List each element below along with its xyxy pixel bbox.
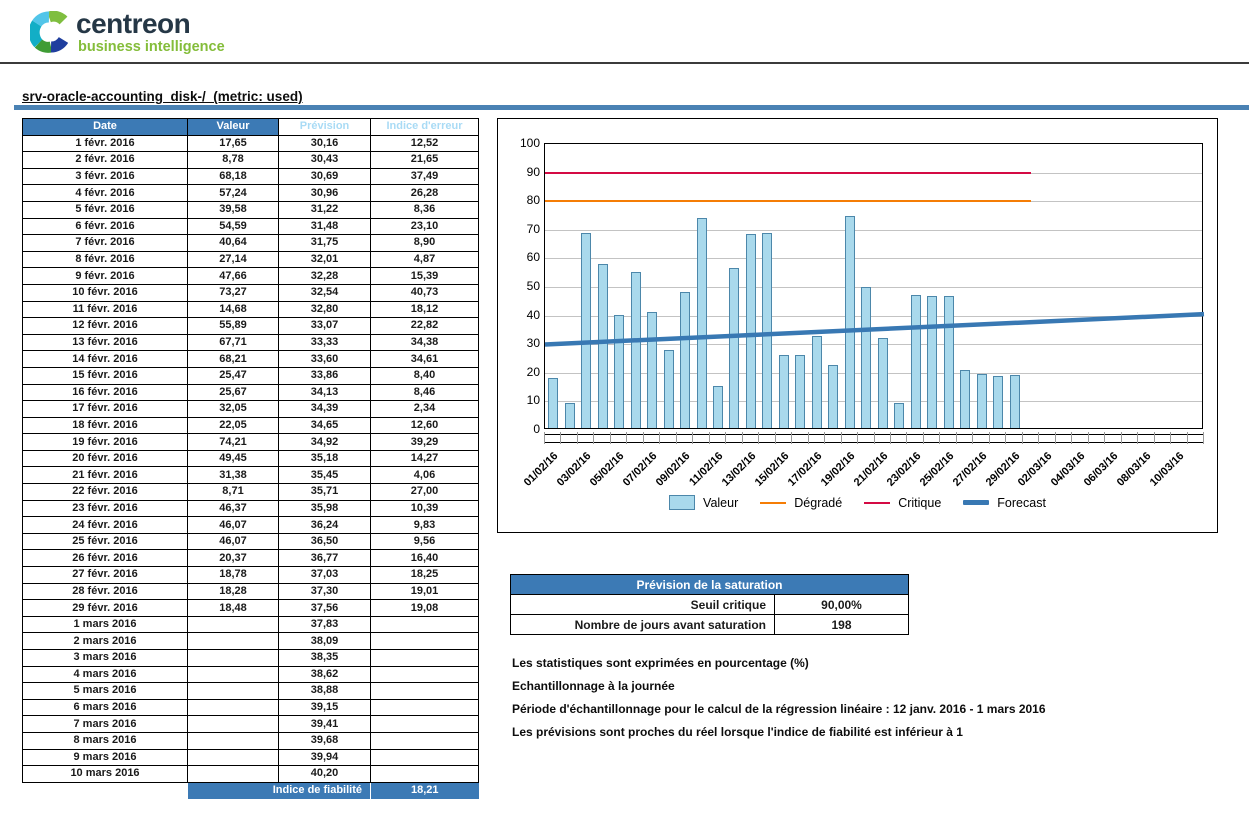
day-tick xyxy=(972,432,973,444)
y-tick-label: 90 xyxy=(526,164,540,179)
table-row: 19 févr. 2016 74,21 34,92 39,29 xyxy=(23,434,479,451)
x-tick-label: 05/02/16 xyxy=(587,450,627,489)
day-tick xyxy=(824,432,825,444)
table-row: 9 mars 2016 39,94 xyxy=(23,749,479,766)
y-tick-label: 10 xyxy=(526,393,540,408)
day-tick xyxy=(956,432,957,444)
table-row: 25 févr. 2016 46,07 36,50 9,56 xyxy=(23,533,479,550)
centreon-logo-icon xyxy=(30,11,68,53)
legend-label-valeur: Valeur xyxy=(703,495,739,510)
saturation-header-row xyxy=(511,575,909,595)
day-tick xyxy=(1187,432,1188,444)
day-tick xyxy=(1038,432,1039,444)
y-tick-label: 80 xyxy=(526,193,540,208)
table-row: 6 mars 2016 39,15 xyxy=(23,699,479,716)
day-tick xyxy=(758,432,759,444)
day-tick xyxy=(1170,432,1171,444)
table-row: 12 févr. 2016 55,89 33,07 22,82 xyxy=(23,318,479,335)
jours-saturation-label: Nombre de jours avant saturation xyxy=(511,615,775,635)
header-divider xyxy=(0,62,1249,64)
table-row: 5 mars 2016 38,88 xyxy=(23,683,479,700)
page-title: srv-oracle-accounting disk-/ (metric: used) xyxy=(22,89,303,104)
day-tick xyxy=(1203,432,1204,444)
x-tick-label: 07/02/16 xyxy=(620,450,660,489)
day-tick xyxy=(1055,432,1056,444)
table-row xyxy=(511,615,909,635)
valeur-swatch-icon xyxy=(669,495,695,510)
seuil-critique-label: Seuil critique xyxy=(511,595,775,615)
day-tick xyxy=(890,432,891,444)
forecast-line xyxy=(545,144,1204,430)
y-tick-label: 30 xyxy=(526,336,540,351)
x-tick-label: 02/03/16 xyxy=(1016,450,1055,489)
table-row: 28 févr. 2016 18,28 37,30 19,01 xyxy=(23,583,479,600)
x-tick-label: 27/02/16 xyxy=(950,450,990,489)
table-row: 8 févr. 2016 27,14 32,01 4,87 xyxy=(23,251,479,268)
table-row: 14 févr. 2016 68,21 33,60 34,61 xyxy=(23,351,479,368)
table-row: 27 févr. 2016 18,78 37,03 18,25 xyxy=(23,567,479,584)
x-tick-label: 15/02/16 xyxy=(752,450,792,489)
table-row: 3 mars 2016 38,35 xyxy=(23,650,479,667)
note-reliability: Les prévisions sont proches du réel lorsque l'indice de fiabilité est inférieur à 1 xyxy=(512,725,963,739)
chart-legend xyxy=(498,495,1217,510)
reliability-value: 18,21 xyxy=(371,782,479,799)
day-tick xyxy=(923,432,924,444)
day-tick xyxy=(1137,432,1138,444)
x-tick-label: 10/03/16 xyxy=(1147,450,1187,489)
day-tick xyxy=(841,432,842,444)
day-tick xyxy=(989,432,990,444)
table-row: 6 févr. 2016 54,59 31,48 23,10 xyxy=(23,218,479,235)
day-tick xyxy=(626,432,627,444)
table-row: 10 mars 2016 40,20 xyxy=(23,766,479,783)
day-tick xyxy=(709,432,710,444)
note-regression-period: Période d'échantillonnage pour le calcul de la régression linéaire : 12 janv. 2016 - 1 mars 2016 xyxy=(512,702,1046,716)
table-row: 16 févr. 2016 25,67 34,13 8,46 xyxy=(23,384,479,401)
table-row: 24 févr. 2016 46,07 36,24 9,83 xyxy=(23,517,479,534)
title-underline-rule xyxy=(14,105,1249,110)
forecast-line-icon xyxy=(963,500,989,505)
day-tick xyxy=(1022,432,1023,444)
table-row: 10 févr. 2016 73,27 32,54 40,73 xyxy=(23,284,479,301)
day-tick xyxy=(874,432,875,444)
day-tick xyxy=(560,432,561,444)
day-tick xyxy=(906,432,907,444)
table-row: 3 févr. 2016 68,18 30,69 37,49 xyxy=(23,168,479,185)
table-row: 22 févr. 2016 8,71 35,71 27,00 xyxy=(23,484,479,501)
reliability-label: Indice de fiabilité xyxy=(188,782,371,799)
day-tick xyxy=(1154,432,1155,444)
day-tick xyxy=(676,432,677,444)
table-row xyxy=(511,595,909,615)
table-row: 26 févr. 2016 20,37 36,77 16,40 xyxy=(23,550,479,567)
table-row: 9 févr. 2016 47,66 32,28 15,39 xyxy=(23,268,479,285)
footnotes xyxy=(512,656,1152,748)
x-tick-label: 09/02/16 xyxy=(653,450,693,489)
day-tick xyxy=(577,432,578,444)
saturation-table xyxy=(510,574,909,635)
table-row: 7 mars 2016 39,41 xyxy=(23,716,479,733)
seuil-critique-value: 90,00% xyxy=(775,595,909,615)
legend-label-forecast: Forecast xyxy=(997,495,1046,510)
forecast-data-table xyxy=(22,118,479,799)
table-row: 20 févr. 2016 49,45 35,18 14,27 xyxy=(23,450,479,467)
col-header-date: Date xyxy=(23,119,188,136)
degrade-line-icon xyxy=(760,502,786,504)
saturation-title: Prévision de la saturation xyxy=(511,575,909,595)
plot-area xyxy=(544,143,1203,429)
day-tick xyxy=(725,432,726,444)
table-row: 2 mars 2016 38,09 xyxy=(23,633,479,650)
footer-empty-cell xyxy=(23,782,188,799)
x-tick-label: 03/02/16 xyxy=(554,450,594,489)
x-tick-label: 21/02/16 xyxy=(851,450,891,489)
day-tick xyxy=(857,432,858,444)
table-row: 7 févr. 2016 40,64 31,75 8,90 xyxy=(23,235,479,252)
col-header-prevision: Prévision xyxy=(279,119,371,136)
x-tick-label: 25/02/16 xyxy=(917,450,957,489)
note-sampling: Echantillonnage à la journée xyxy=(512,679,675,693)
note-units: Les statistiques sont exprimées en pourcentage (%) xyxy=(512,656,809,670)
legend-item-forecast xyxy=(963,496,1046,510)
data-table-body xyxy=(23,135,479,782)
table-row: 18 févr. 2016 22,05 34,65 12,60 xyxy=(23,417,479,434)
forecast-chart xyxy=(497,118,1218,533)
brand-tagline: business intelligence xyxy=(78,39,225,55)
day-tick xyxy=(610,432,611,444)
table-row: 5 févr. 2016 39,58 31,22 8,36 xyxy=(23,201,479,218)
table-row: 2 févr. 2016 8,78 30,43 21,65 xyxy=(23,152,479,169)
y-tick-label: 0 xyxy=(533,422,540,436)
table-row: 21 févr. 2016 31,38 35,45 4,06 xyxy=(23,467,479,484)
y-tick-label: 40 xyxy=(526,307,540,322)
jours-saturation-value: 198 xyxy=(775,615,909,635)
day-tick xyxy=(939,432,940,444)
x-tick-label: 11/02/16 xyxy=(687,450,726,489)
day-tick xyxy=(544,432,545,444)
y-tick-label: 60 xyxy=(526,250,540,265)
y-tick-label: 100 xyxy=(519,136,540,150)
legend-label-degrade: Dégradé xyxy=(794,495,843,510)
table-row: 4 févr. 2016 57,24 30,96 26,28 xyxy=(23,185,479,202)
day-tick xyxy=(1005,432,1006,444)
table-header-row xyxy=(23,119,479,136)
y-tick-label: 70 xyxy=(526,221,540,236)
x-tick-label: 29/02/16 xyxy=(983,450,1023,489)
legend-item-valeur xyxy=(669,495,738,510)
day-tick xyxy=(775,432,776,444)
day-tick xyxy=(742,432,743,444)
critique-line-icon xyxy=(864,502,890,504)
table-row: 15 févr. 2016 25,47 33,86 8,40 xyxy=(23,367,479,384)
col-header-indice-erreur: Indice d'erreur xyxy=(371,119,479,136)
table-row: 13 févr. 2016 67,71 33,33 34,38 xyxy=(23,334,479,351)
table-row: 1 mars 2016 37,83 xyxy=(23,616,479,633)
x-tick-label: 06/03/16 xyxy=(1082,450,1121,489)
table-row: 1 févr. 2016 17,65 30,16 12,52 xyxy=(23,135,479,152)
legend-label-critique: Critique xyxy=(898,495,942,510)
day-tick xyxy=(643,432,644,444)
brand-name: centreon xyxy=(76,8,191,39)
table-row: 29 févr. 2016 18,48 37,56 19,08 xyxy=(23,600,479,617)
table-row: 17 févr. 2016 32,05 34,39 2,34 xyxy=(23,401,479,418)
legend-item-degrade xyxy=(760,496,842,510)
x-tick-label: 13/02/16 xyxy=(719,450,759,489)
day-tick xyxy=(593,432,594,444)
table-row: 23 févr. 2016 46,37 35,98 10,39 xyxy=(23,500,479,517)
x-tick-label: 17/02/16 xyxy=(785,450,825,489)
x-tick-label: 08/03/16 xyxy=(1115,450,1154,489)
day-tick xyxy=(1104,432,1105,444)
day-tick xyxy=(791,432,792,444)
col-header-valeur: Valeur xyxy=(188,119,279,136)
table-row: 8 mars 2016 39,68 xyxy=(23,732,479,749)
y-tick-label: 20 xyxy=(526,364,540,379)
x-tick-label: 04/03/16 xyxy=(1049,450,1088,489)
x-tick-label: 23/02/16 xyxy=(884,450,924,489)
day-tick xyxy=(808,432,809,444)
y-tick-label: 50 xyxy=(526,279,540,293)
day-tick xyxy=(659,432,660,444)
legend-item-critique xyxy=(864,496,941,510)
table-row: 11 févr. 2016 14,68 32,80 18,12 xyxy=(23,301,479,318)
x-tick-label: 01/02/16 xyxy=(521,450,561,489)
day-tick xyxy=(1088,432,1089,444)
day-tick xyxy=(1071,432,1072,444)
day-tick xyxy=(1121,432,1122,444)
reliability-footer-row xyxy=(23,782,479,799)
x-tick-label: 19/02/16 xyxy=(818,450,858,489)
day-tick xyxy=(692,432,693,444)
table-row: 4 mars 2016 38,62 xyxy=(23,666,479,683)
